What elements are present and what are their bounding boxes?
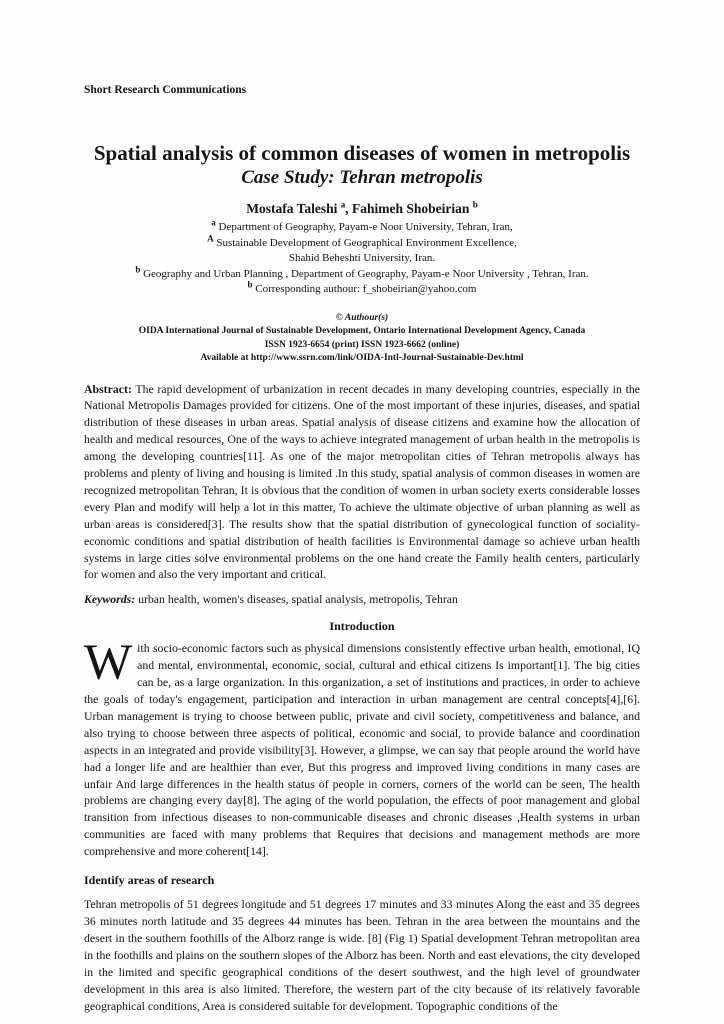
affiliation-line: [84, 251, 640, 267]
drop-cap: W: [84, 635, 133, 692]
abstract-paragraph: [84, 381, 640, 584]
keywords-text: urban health, women's diseases, spatial analysis, metropolis, Tehran: [135, 592, 458, 607]
affiliation-mark: A: [207, 232, 214, 243]
affiliation-mark: a: [211, 217, 216, 228]
abstract-label: Abstract:: [84, 381, 132, 396]
author-affiliation-mark: a: [340, 199, 346, 210]
identify-areas-paragraph: [84, 896, 640, 1014]
affiliation-text: Sustainable Development of Geographical Environment Excellence,: [213, 236, 517, 249]
introduction-heading: Introduction: [329, 619, 395, 634]
introduction-paragraph: [84, 635, 640, 860]
affiliation-mark: b: [135, 263, 141, 274]
copyright-line: © Authour(s): [335, 312, 389, 323]
identify-areas-heading: Identify areas of research: [84, 873, 215, 888]
author-affiliation-mark: b: [472, 199, 478, 210]
keywords-line: [84, 591, 640, 608]
affiliation-text: Corresponding authour: f_shobeirian@yahoo.com: [252, 283, 477, 295]
author-name: Mostafa Taleshi: [246, 201, 338, 216]
imprint-block: [84, 312, 640, 366]
title-block: [84, 140, 640, 190]
keywords-label: Keywords:: [84, 592, 136, 607]
paper-subtitle: Case Study: Tehran metropolis: [241, 167, 483, 189]
affiliations-block: [84, 217, 640, 298]
abstract-text: The rapid development of urbanization in recent decades in many developing countries, especially in the National Metropolis Damages provided for citizens. One of the most important of these injuries, diseases, and spatial distribution of these diseases in urban areas. Spatial analysis of disease citizens and examine how the allocation of health and medical resources, One of the ways to achieve integrated management of urban health in the metropolis is among the developing countries[11]. As one of the major metropolitan cities of Tehran metropolis always has problems and plenty of living and housing is limited .In this study, spatial analysis of common diseases in women are recognized metropolitan Tehran, It is obvious that the condition of women in urban society exerts considerable losses every Plan and modify will help a lot in this matter, To achieve the ultimate objective of urban planning as well as urban areas is considered[3]. The results show that the spatial distribution of gynecological function of sociality-economic conditions and spatial distribution of health facilities is Environmental damage so achieve urban health systems in large cities solve environmental problems on the one hand create the Family health centers, particularly for women and also the very important and critical.: [84, 381, 640, 582]
affiliation-mark: b: [247, 279, 253, 290]
affiliation-line: [84, 263, 640, 283]
identify-areas-text: Tehran metropolis of 51 degrees longitude and 51 degrees 17 minutes and 33 minutes Along the east and 35 degrees 36 minutes north latitude and 35 degrees 44 minutes has been. Tehran in the area between the mountains and the desert in the southern foothills of the Alborz range is wide. [8] (Fig 1) Spatial development Tehran metropolitan area in the foothills and plains on the southern slopes of the Alborz has been. North and east elevations, the city developed in the limited and specific geographical conditions of the desert southwest, and the high level of groundwater development in this area is also limited. Therefore, the western part of the city because of its relatively favorable geographical conditions, Area is considered suitable for development. Topographic conditions of the: [84, 897, 640, 1013]
affiliation-text: Shahid Beheshti University, Iran.: [288, 252, 436, 264]
affiliation-line: [84, 232, 640, 252]
authors-line: [84, 201, 640, 217]
article-type-label: Short Research Communications: [84, 84, 247, 96]
affiliation-text: Department of Geography, Payam-e Noor University, Tehran, Iran,: [215, 221, 513, 233]
journal-line: OIDA International Journal of Sustainable Development, Ontario International Development Agency, Canada: [138, 326, 586, 336]
affiliation-line: [84, 279, 640, 298]
issn-line: ISSN 1923-6654 (print) ISSN 1923-6662 (online): [264, 339, 460, 350]
affiliation-line: [84, 217, 640, 236]
introduction-text: ith socio-economic factors such as physical dimensions consistently effective urban health, emotional, IQ and mental, environmental, economic, social, cultural and ethical citizens Is important[1]. The big cities can be, as a large organization. In this organization, a set of institutions and practices, in order to achieve the goals of today's engagement, participation and interaction in urban management are central concepts[4],[6]. Urban management is trying to choose between public, private and civil society, competitiveness and balance, and also trying to choose between three aspects of political, economic and social, to provide balance and coordination aspects in an integrated and provide visibility[3]. However, a glimpse, we can say that people around the world have had a longer life and are healthier than ever, But this progress and improved living conditions in many cases are unfair And large differences in the health status of people in corners, corners of the world can be seen, The health problems are changing every day[8]. The aging of the world population, the effects of poor management and global transition from infectious diseases to non-communicable diseases and chronic diseases ,Health systems in urban communities are faced with many problems that Requires that decisions and management methods are more comprehensive and more coherent[14].: [84, 641, 640, 859]
paper-title: Spatial analysis of common diseases of women in metropolis: [93, 141, 631, 165]
author-name: , Fahimeh Shobeirian: [345, 201, 470, 216]
affiliation-text: Geography and Urban Planning , Department of Geography, Payam-e Noor University , Tehran, Iran.: [140, 267, 589, 280]
availability-line: Available at http://www.ssrn.com/link/OIDA-Intl-Journal-Sustainable-Dev.html: [200, 353, 524, 363]
